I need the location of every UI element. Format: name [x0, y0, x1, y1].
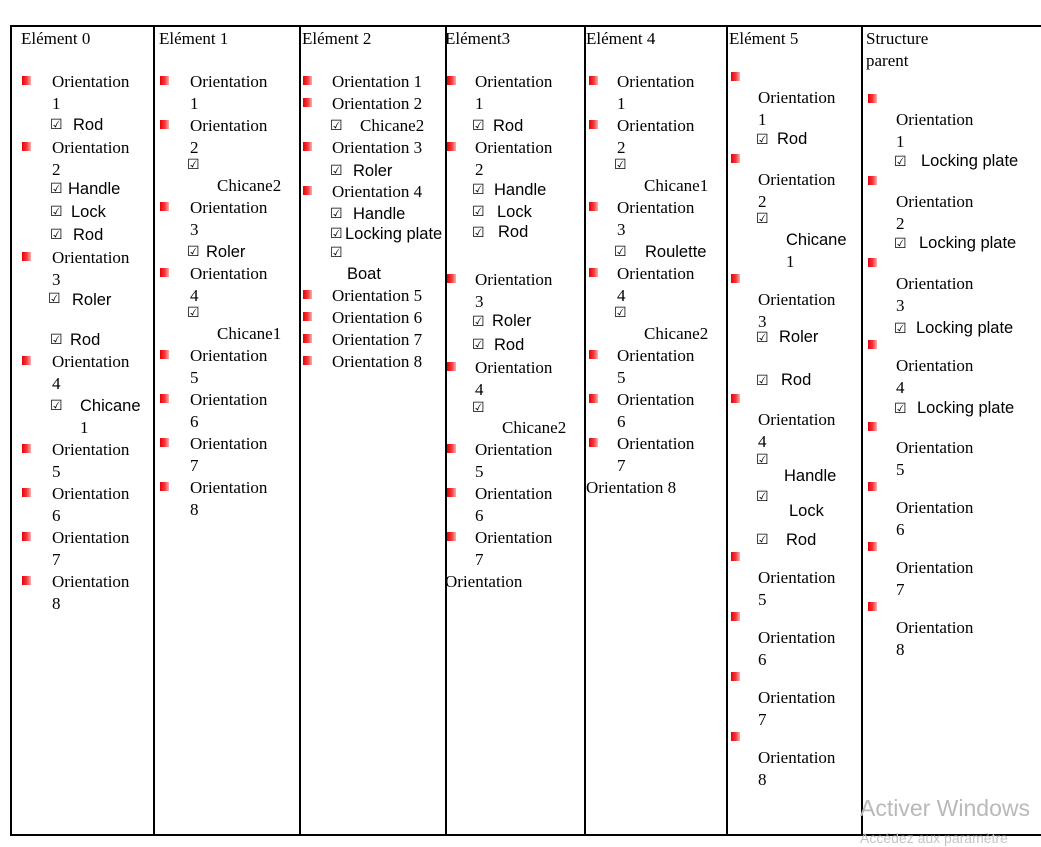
column-divider	[153, 26, 155, 836]
orientation-number: 2	[758, 192, 767, 211]
option-label: Rod	[777, 130, 808, 148]
orientation-number: 1	[758, 110, 767, 129]
option-label: Boat	[347, 265, 381, 283]
red-bullet-icon	[303, 76, 312, 85]
option-label: Rod	[494, 336, 525, 354]
activation-watermark-title: Activer Windows	[860, 795, 1030, 821]
red-bullet-icon	[160, 350, 169, 359]
option-label: Rod	[786, 531, 817, 549]
orientation-label: Orientation	[190, 116, 268, 135]
checkbox-icon[interactable]: ☑	[614, 157, 627, 173]
header-element-5: Elément 5	[729, 29, 799, 48]
orientation-number: 2	[475, 160, 484, 179]
option-label: Lock	[497, 203, 532, 221]
option-label: Rod	[498, 223, 529, 241]
checkbox-icon[interactable]: ☑	[50, 181, 63, 197]
checkbox-icon[interactable]: ☑	[472, 204, 485, 220]
orientation-label: Orientation	[52, 352, 130, 371]
orientation-label: Orientation	[617, 346, 695, 365]
orientation-label: Orientation	[758, 88, 836, 107]
red-bullet-icon	[303, 290, 312, 299]
orientation-number: 1	[190, 94, 199, 113]
option-label: Chicane2	[502, 418, 567, 437]
orientation-label: Orientation	[475, 484, 553, 503]
orientation-label: Orientation	[475, 138, 553, 157]
orientation-label: Orientation	[758, 290, 836, 309]
orientation-label: Orientation	[758, 688, 836, 707]
red-bullet-icon	[731, 394, 740, 403]
red-bullet-icon	[868, 482, 877, 491]
option-label: Roler	[492, 312, 532, 330]
checkbox-icon[interactable]: ☑	[756, 132, 769, 148]
orientation-label: Orientation	[617, 116, 695, 135]
checkbox-icon[interactable]: ☑	[50, 204, 63, 220]
orientation-number: 2	[896, 214, 905, 233]
option-label: Roler	[72, 291, 112, 309]
option-number: 1	[80, 418, 89, 437]
checkbox-icon[interactable]: ☑	[614, 305, 627, 321]
checkbox-icon[interactable]: ☑	[330, 118, 343, 134]
orientation-label: Orientation	[190, 72, 268, 91]
orientation-number: 1	[617, 94, 626, 113]
red-bullet-icon	[589, 268, 598, 277]
checkbox-icon[interactable]: ☑	[756, 489, 769, 505]
orientation-number: 2	[617, 138, 626, 157]
orientation-label: Orientation	[475, 72, 553, 91]
checkbox-icon[interactable]: ☑	[50, 398, 63, 414]
checkbox-icon[interactable]: ☑	[472, 118, 485, 134]
orientation-number: 3	[190, 220, 199, 239]
orientation-label: Orientation	[190, 478, 268, 497]
orientation-label: Orientation	[52, 572, 130, 591]
red-bullet-icon	[731, 154, 740, 163]
orientation-label: Orientation 8	[332, 352, 423, 371]
orientation-label: Orientation	[896, 438, 974, 457]
column-divider	[299, 26, 301, 836]
orientation-number: 1	[896, 132, 905, 151]
red-bullet-icon	[589, 76, 598, 85]
header-element-4: Elément 4	[586, 29, 656, 48]
orientation-number: 8	[52, 594, 61, 613]
orientation-label: Orientation	[190, 264, 268, 283]
orientation-label: Orientation 3	[332, 138, 423, 157]
red-bullet-icon	[160, 202, 169, 211]
orientation-label: Orientation	[896, 558, 974, 577]
orientation-label: Orientation	[475, 440, 553, 459]
option-label: Locking plate	[345, 225, 443, 243]
orientation-label: Orientation	[896, 274, 974, 293]
option-label: Chicane1	[644, 176, 709, 195]
option-label: Locking plate	[917, 399, 1015, 417]
orientation-number: 6	[758, 650, 767, 669]
red-bullet-icon	[22, 576, 31, 585]
orientation-number: 7	[758, 710, 767, 729]
red-bullet-icon	[22, 142, 31, 151]
red-bullet-icon	[589, 202, 598, 211]
red-bullet-icon	[22, 532, 31, 541]
header-element-1: Elément 1	[159, 29, 229, 48]
orientation-label: Orientation	[617, 72, 695, 91]
orientation-label: Orientation	[896, 192, 974, 211]
checkbox-icon[interactable]: ☑	[187, 244, 200, 260]
checkbox-icon[interactable]: ☑	[894, 321, 907, 337]
checkbox-icon[interactable]: ☑	[330, 206, 343, 222]
option-label: Roler	[779, 328, 819, 346]
red-bullet-icon	[303, 186, 312, 195]
red-bullet-icon	[160, 438, 169, 447]
checkbox-icon[interactable]: ☑	[472, 400, 485, 416]
activation-watermark-subtitle: Accédez aux paramètre	[860, 830, 1008, 846]
option-label: Handle	[784, 467, 837, 485]
option-label: Chicane2	[217, 176, 282, 195]
option-label: Chicane	[80, 397, 141, 415]
orientation-number: 6	[190, 412, 199, 431]
orientation-number: 3	[617, 220, 626, 239]
orientation-number: 7	[617, 456, 626, 475]
checkbox-icon[interactable]: ☑	[756, 532, 769, 548]
orientation-number: 4	[758, 432, 767, 451]
orientation-number: 7	[896, 580, 905, 599]
red-bullet-icon	[160, 120, 169, 129]
checkbox-icon[interactable]: ☑	[756, 330, 769, 346]
red-bullet-icon	[868, 176, 877, 185]
orientation-number: 4	[52, 374, 61, 393]
orientation-number: 1	[475, 94, 484, 113]
orientation-number: 5	[896, 460, 905, 479]
checkbox-icon[interactable]: ☑	[50, 117, 63, 133]
orientation-number: 2	[52, 160, 61, 179]
orientation-label: Orientation	[896, 110, 974, 129]
orientation-label: Orientation	[475, 358, 553, 377]
orientation-number: 4	[190, 286, 199, 305]
checkbox-icon[interactable]: ☑	[894, 401, 907, 417]
orientation-label: Orientation	[190, 390, 268, 409]
orientation-number: 6	[52, 506, 61, 525]
option-label: Locking plate	[916, 319, 1014, 337]
red-bullet-icon	[22, 76, 31, 85]
red-bullet-icon	[447, 142, 456, 151]
red-bullet-icon	[868, 258, 877, 267]
orientation-number: 2	[190, 138, 199, 157]
red-bullet-icon	[160, 482, 169, 491]
red-bullet-icon	[731, 732, 740, 741]
checkbox-icon[interactable]: ☑	[614, 244, 627, 260]
orientation-label: Orientation	[475, 528, 553, 547]
orientation-label: Orientation	[52, 440, 130, 459]
red-bullet-icon	[868, 340, 877, 349]
column-divider	[861, 26, 863, 836]
orientation-label: Orientation	[445, 572, 523, 591]
orientation-label: Orientation	[758, 748, 836, 767]
orientation-label: Orientation	[896, 618, 974, 637]
option-label: Roler	[353, 162, 393, 180]
option-number: 1	[786, 252, 795, 271]
orientation-label: Orientation	[52, 138, 130, 157]
orientation-number: 7	[190, 456, 199, 475]
orientation-label: Orientation	[758, 170, 836, 189]
red-bullet-icon	[731, 274, 740, 283]
orientation-number: 8	[190, 500, 199, 519]
orientation-label: Orientation	[617, 198, 695, 217]
option-label: Chicane2	[360, 116, 425, 135]
orientation-number: 5	[52, 462, 61, 481]
red-bullet-icon	[868, 422, 877, 431]
red-bullet-icon	[447, 362, 456, 371]
red-bullet-icon	[731, 612, 740, 621]
checkbox-icon[interactable]: ☑	[894, 154, 907, 170]
checkbox-icon[interactable]: ☑	[472, 314, 485, 330]
orientation-label: Orientation	[617, 390, 695, 409]
orientation-number: 6	[617, 412, 626, 431]
checkbox-icon[interactable]: ☑	[48, 291, 61, 307]
red-bullet-icon	[303, 312, 312, 321]
orientation-number: 5	[190, 368, 199, 387]
option-label: Chicane1	[217, 324, 282, 343]
orientation-label: Orientation	[617, 264, 695, 283]
orientation-label: Orientation	[190, 198, 268, 217]
checkbox-icon[interactable]: ☑	[472, 182, 485, 198]
orientation-number: 5	[617, 368, 626, 387]
header-element-0: Elément 0	[21, 29, 91, 48]
red-bullet-icon	[589, 120, 598, 129]
option-label: Handle	[353, 205, 406, 223]
red-bullet-icon	[22, 356, 31, 365]
header-structure: Structure	[866, 29, 929, 48]
option-label: Rod	[493, 117, 524, 135]
red-bullet-icon	[731, 72, 740, 81]
option-label: Rod	[73, 226, 104, 244]
orientation-label: Orientation	[758, 410, 836, 429]
red-bullet-icon	[303, 356, 312, 365]
red-bullet-icon	[303, 98, 312, 107]
orientation-number: 8	[896, 640, 905, 659]
option-label: Rod	[781, 371, 812, 389]
option-label: Lock	[789, 502, 824, 520]
column-divider	[584, 26, 586, 836]
option-label: Handle	[494, 181, 547, 199]
red-bullet-icon	[868, 602, 877, 611]
orientation-label: Orientation	[475, 270, 553, 289]
red-bullet-icon	[868, 542, 877, 551]
orientation-number: 7	[475, 550, 484, 569]
red-bullet-icon	[303, 334, 312, 343]
checkbox-icon[interactable]: ☑	[187, 305, 200, 321]
checkbox-icon[interactable]: ☑	[187, 157, 200, 173]
orientation-label: Orientation 5	[332, 286, 423, 305]
option-label: Chicane2	[644, 324, 709, 343]
orientation-number: 5	[475, 462, 484, 481]
option-label: Roler	[206, 243, 246, 261]
orientation-number: 8	[758, 770, 767, 789]
orientation-label: Orientation	[52, 248, 130, 267]
orientation-label: Orientation	[190, 346, 268, 365]
checkbox-icon[interactable]: ☑	[330, 226, 343, 242]
orientation-label: Orientation	[896, 356, 974, 375]
orientation-label: Orientation	[896, 498, 974, 517]
orientation-label: Orientation 1	[332, 72, 423, 91]
option-label: Lock	[71, 203, 106, 221]
orientation-number: 3	[52, 270, 61, 289]
orientation-number: 1	[52, 94, 61, 113]
orientation-number: 6	[475, 506, 484, 525]
header-element-2: Elément 2	[302, 29, 372, 48]
option-label: Roulette	[645, 243, 707, 261]
orientation-label: Orientation 8	[586, 478, 677, 497]
orientation-label: Orientation	[190, 434, 268, 453]
orientation-number: 3	[475, 292, 484, 311]
checkbox-icon[interactable]: ☑	[330, 163, 343, 179]
orientation-number: 4	[475, 380, 484, 399]
red-bullet-icon	[22, 252, 31, 261]
checkbox-icon[interactable]: ☑	[330, 245, 343, 261]
orientation-number: 3	[758, 312, 767, 331]
header-element-3: Elément3	[445, 29, 511, 48]
checkbox-icon[interactable]: ☑	[756, 452, 769, 468]
red-bullet-icon	[589, 394, 598, 403]
red-bullet-icon	[447, 274, 456, 283]
red-bullet-icon	[160, 76, 169, 85]
header-parent: parent	[866, 51, 909, 70]
orientation-number: 3	[896, 296, 905, 315]
red-bullet-icon	[731, 552, 740, 561]
option-label: Chicane	[786, 231, 847, 249]
red-bullet-icon	[447, 76, 456, 85]
orientation-label: Orientation	[617, 434, 695, 453]
red-bullet-icon	[160, 394, 169, 403]
red-bullet-icon	[160, 268, 169, 277]
red-bullet-icon	[447, 488, 456, 497]
checkbox-icon[interactable]: ☑	[472, 225, 485, 241]
option-label: Rod	[70, 331, 101, 349]
red-bullet-icon	[447, 444, 456, 453]
red-bullet-icon	[22, 488, 31, 497]
orientation-number: 5	[758, 590, 767, 609]
checkbox-icon[interactable]: ☑	[50, 332, 63, 348]
red-bullet-icon	[22, 444, 31, 453]
checkbox-icon[interactable]: ☑	[50, 227, 63, 243]
orientation-label: Orientation	[52, 484, 130, 503]
red-bullet-icon	[447, 532, 456, 541]
orientation-label: Orientation	[758, 628, 836, 647]
checkbox-icon[interactable]: ☑	[472, 337, 485, 353]
red-bullet-icon	[868, 94, 877, 103]
checkbox-icon[interactable]: ☑	[756, 211, 769, 227]
red-bullet-icon	[589, 350, 598, 359]
orientation-number: 6	[896, 520, 905, 539]
checkbox-icon[interactable]: ☑	[756, 373, 769, 389]
orientation-label: Orientation	[52, 72, 130, 91]
orientation-label: Orientation 4	[332, 182, 423, 201]
option-label: Handle	[68, 180, 121, 198]
red-bullet-icon	[303, 142, 312, 151]
option-label: Rod	[73, 116, 104, 134]
orientation-label: Orientation 6	[332, 308, 423, 327]
red-bullet-icon	[731, 672, 740, 681]
orientation-number: 4	[896, 378, 905, 397]
red-bullet-icon	[589, 438, 598, 447]
column-divider	[726, 26, 728, 836]
orientation-number: 7	[52, 550, 61, 569]
checkbox-icon[interactable]: ☑	[894, 236, 907, 252]
option-label: Locking plate	[921, 152, 1019, 170]
orientation-label: Orientation 7	[332, 330, 423, 349]
orientation-number: 4	[617, 286, 626, 305]
option-label: Locking plate	[919, 234, 1017, 252]
orientation-label: Orientation	[758, 568, 836, 587]
orientation-label: Orientation 2	[332, 94, 423, 113]
orientation-label: Orientation	[52, 528, 130, 547]
